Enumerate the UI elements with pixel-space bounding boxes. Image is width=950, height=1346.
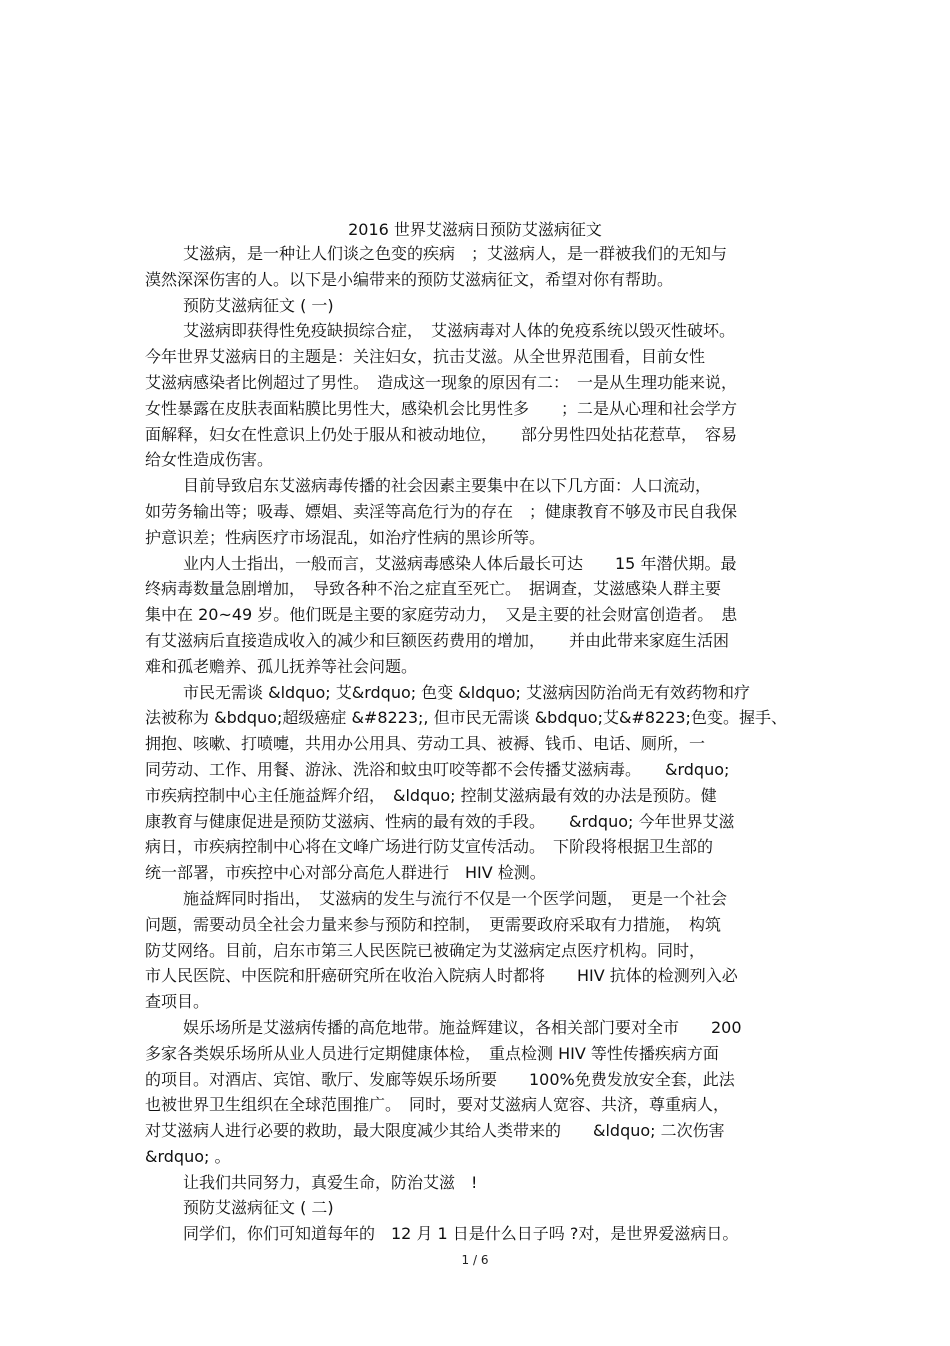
- text-line: 查项目。: [145, 992, 210, 1012]
- text-line: 统一部署，市疾控中心对部分高危人群进行 HIV 检测。: [145, 863, 546, 883]
- text-line: 漠然深深伤害的人。以下是小编带来的预防艾滋病征文，希望对你有帮助。: [145, 269, 674, 289]
- text-line: 施益辉同时指出， 艾滋病的发生与流行不仅是一个医学问题， 更是一个社会: [183, 888, 728, 908]
- text-line: 市民无需谈 &ldquo; 艾&rdquo; 色变 &ldquo; 艾滋病因防治尚无有效药物和疗: [183, 682, 750, 702]
- text-line: 多家各类娱乐场所从业人员进行定期健康体检， 重点检测 HIV 等性传播疾病方面: [145, 1043, 719, 1063]
- text-line: 预防艾滋病征文 ( 一): [183, 295, 334, 315]
- text-line: 防艾网络。目前，启东市第三人民医院已被确定为艾滋病定点医疗机构。同时，: [145, 940, 706, 960]
- text-line: 艾滋病，是一种让人们谈之色变的疾病 ；艾滋病人，是一群被我们的无知与: [183, 244, 728, 263]
- text-line: 艾滋病感染者比例超过了男性。 造成这一现象的原因有二： 一是从生理功能来说，: [145, 372, 738, 392]
- page-number: 1 / 6: [461, 1253, 489, 1267]
- text-line: 有艾滋病后直接造成收入的减少和巨额医药费用的增加， 并由此带来家庭生活困: [145, 630, 730, 650]
- text-line: 给女性造成伤害。: [145, 450, 274, 470]
- text-line: 艾滋病即获得性免疫缺损综合症， 艾滋病毒对人体的免疫系统以毁灭性破坏。: [183, 321, 736, 341]
- text-line: 拥抱、咳嗽、打喷嚏，共用办公用具、劳动工具、被褥、钱币、电话、厕所，一: [145, 734, 706, 754]
- text-line: 目前导致启东艾滋病毒传播的社会因素主要集中在以下几方面：人口流动，: [183, 476, 712, 496]
- document-title: 2016 世界艾滋病日预防艾滋病征文: [348, 220, 602, 239]
- text-line: 的项目。对酒店、宾馆、歌厅、发廊等娱乐场所要 100%免费发放安全套，此法: [145, 1069, 735, 1089]
- text-line: 如劳务输出等；吸毒、嫖娼、卖淫等高危行为的存在 ；健康教育不够及市民自我保: [145, 501, 738, 521]
- text-line: &rdquo; 。: [145, 1146, 231, 1166]
- text-line: 市疾病控制中心主任施益辉介绍， &ldquo; 控制艾滋病最有效的办法是预防。健: [145, 785, 717, 805]
- text-line: 娱乐场所是艾滋病传播的高危地带。施益辉建议，各相关部门要对全市 200: [183, 1017, 742, 1037]
- text-line: 市人民医院、中医院和肝癌研究所在收治入院病人时都将 HIV 抗体的检测列入必: [145, 966, 738, 986]
- text-line: 同劳动、工作、用餐、游泳、洗浴和蚊虫叮咬等都不会传播艾滋病毒。 &rdquo;: [145, 759, 730, 779]
- text-line: 预防艾滋病征文 ( 二): [183, 1198, 334, 1218]
- text-line: 护意识差；性病医疗市场混乱，如治疗性病的黑诊所等。: [145, 527, 546, 547]
- text-line: 今年世界艾滋病日的主题是：关注妇女，抗击艾滋。从全世界范围看，目前女性: [145, 347, 706, 367]
- text-line: 女性暴露在皮肤表面粘膜比男性大，感染机会比男性多 ；二是从心理和社会学方: [145, 398, 738, 418]
- text-line: 集中在 20~49 岁。他们既是主要的家庭劳动力， 又是主要的社会财富创造者。 患: [145, 605, 738, 625]
- text-line: 病日，市疾病控制中心将在文峰广场进行防艾宣传活动。 下阶段将根据卫生部的: [145, 837, 714, 857]
- text-line: 同学们，你们可知道每年的 12 月 1 日是什么日子吗 ?对，是世界爱滋病日。: [183, 1224, 739, 1244]
- document-body: [145, 241, 815, 1247]
- text-line: 法被称为 &bdquo;超级癌症 &#8223;, 但市民无需谈 &bdquo;艾&#8223;色变。握手、: [145, 708, 787, 728]
- text-line: 康教育与健康促进是预防艾滋病、性病的最有效的手段。 &rdquo; 今年世界艾滋: [145, 811, 735, 831]
- text-line: 也被世界卫生组织在全球范围推广。 同时，要对艾滋病人宽容、共济，尊重病人，: [145, 1095, 730, 1115]
- text-line: 难和孤老赡养、孤儿抚养等社会问题。: [145, 656, 418, 676]
- text-line: 对艾滋病人进行必要的救助，最大限度减少其给人类带来的 &ldquo; 二次伤害: [145, 1121, 725, 1141]
- text-line: 问题，需要动员全社会力量来参与预防和控制， 更需要政府采取有力措施， 构筑: [145, 914, 722, 934]
- text-line: 终病毒数量急剧增加， 导致各种不治之症直至死亡。 据调查，艾滋感染人群主要: [145, 579, 722, 599]
- text-line: 让我们共同努力，真爱生命，防治艾滋 !: [183, 1172, 478, 1192]
- text-line: 面解释，妇女在性意识上仍处于服从和被动地位， 部分男性四处拈花惹草， 容易: [145, 424, 738, 444]
- text-line: 业内人士指出，一般而言，艾滋病毒感染人体后最长可达 15 年潜伏期。最: [183, 553, 737, 573]
